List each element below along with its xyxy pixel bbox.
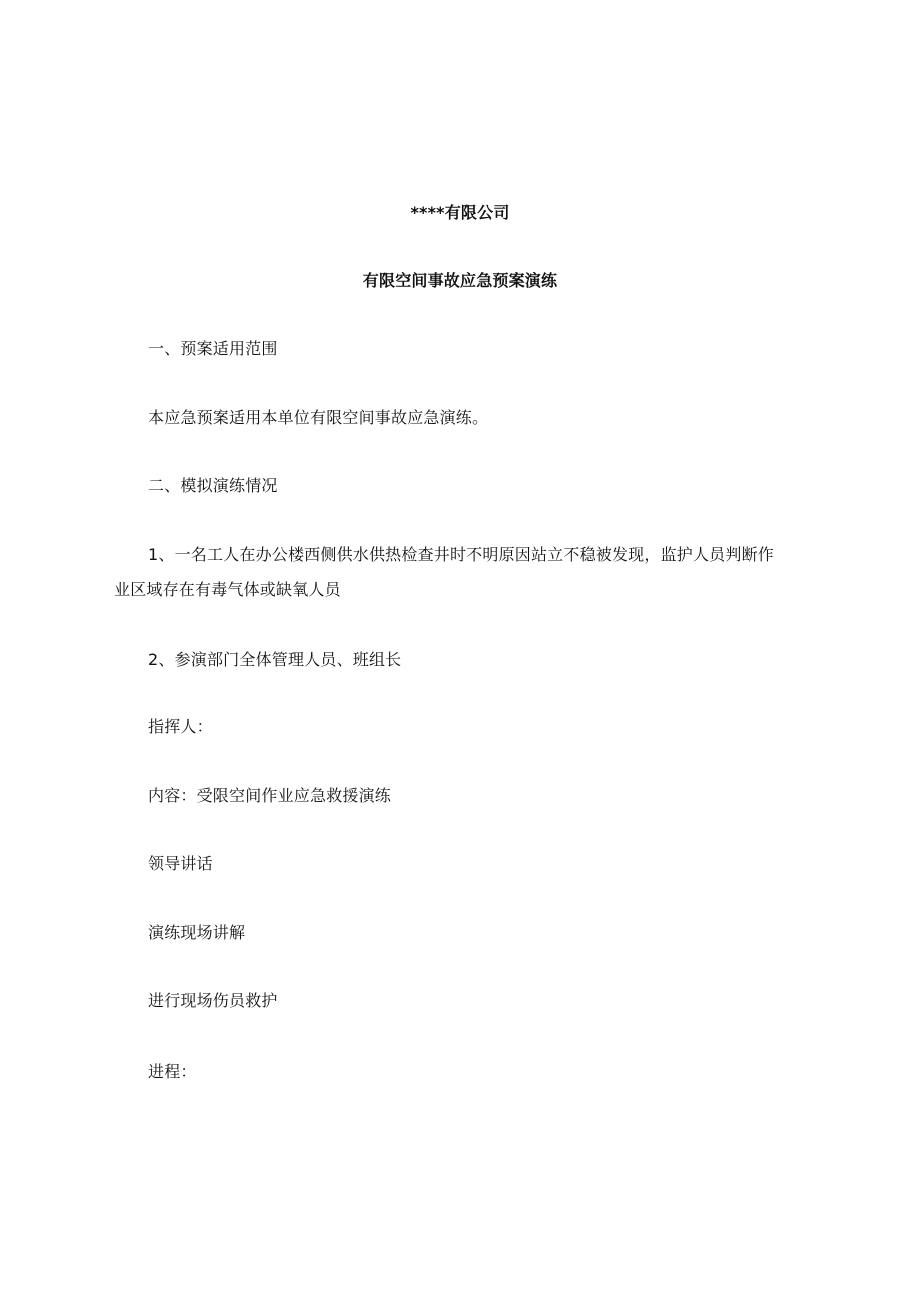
company-heading: ****有限公司 [410,203,510,222]
section-heading-simulation: 二、模拟演练情况 [148,476,278,495]
content-line: 内容：受限空间作业应急救援演练 [148,786,392,805]
site-explanation: 演练现场讲解 [148,923,246,942]
simulation-item-1-line-1: 1、一名工人在办公楼西侧供水供热检查井时不明原因站立不稳被发现，监护人员判断作 [148,545,774,564]
section-heading-scope: 一、预案适用范围 [148,339,278,358]
simulation-item-1-line-2: 业区域存在有毒气体或缺氧人员 [114,580,341,599]
commander-label: 指挥人： [148,717,213,736]
simulation-item-2: 2、参演部门全体管理人员、班组长 [148,650,402,669]
document-title: 有限空间事故应急预案演练 [362,271,558,290]
scope-paragraph: 本应急预案适用本单位有限空间事故应急演练。 [148,408,489,427]
leader-speech: 领导讲话 [148,854,213,873]
process-label: 进程： [148,1062,197,1081]
casualty-rescue: 进行现场伤员救护 [148,991,278,1010]
